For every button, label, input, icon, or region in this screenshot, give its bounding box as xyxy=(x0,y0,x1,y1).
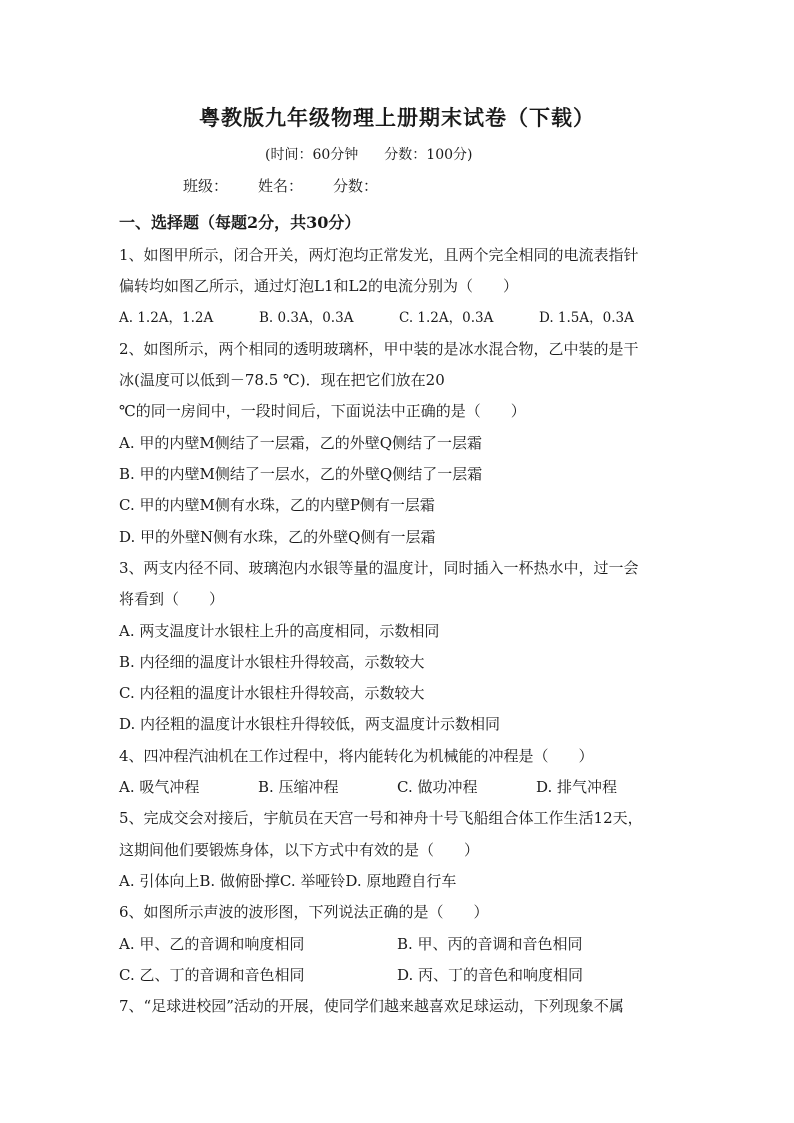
option-row: A. 引体向上B. 做俯卧撑C. 举哑铃D. 原地蹬自行车 xyxy=(119,871,457,890)
option-c: C. 乙、丁的音调和音色相同 xyxy=(119,965,305,984)
question-1 xyxy=(119,240,679,334)
question-line: 2、如图所示，两个相同的透明玻璃杯，甲中装的是冰水混合物，乙中装的是干 xyxy=(119,339,639,358)
question-line: 6、如图所示声波的波形图，下列说法正确的是（ ） xyxy=(119,903,489,922)
option-b: B. 甲、丙的音调和音色相同 xyxy=(397,934,583,953)
total-score: 分数：100分) xyxy=(384,147,473,163)
option-d: D. 丙、丁的音色和响度相同 xyxy=(397,965,584,984)
time-limit: (时间：60分钟 xyxy=(265,147,359,163)
option-b: B. 压缩冲程 xyxy=(258,778,339,797)
question-4 xyxy=(119,741,679,804)
option-row xyxy=(119,303,679,334)
section-heading: 一、选择题（每题2分，共30分） xyxy=(119,213,361,232)
question-7 xyxy=(119,991,679,1022)
option-d: D. 排气冲程 xyxy=(536,778,618,797)
option-b: B. 内径细的温度计水银柱升得较高，示数较大 xyxy=(119,652,425,671)
option-row xyxy=(119,960,679,991)
question-line: 偏转均如图乙所示，通过灯泡L1和L2的电流分别为（ ） xyxy=(119,277,519,296)
option-c: C. 甲的内壁M侧有水珠，乙的内壁P侧有一层霜 xyxy=(119,496,435,515)
option-b: B. 0.3A，0.3A xyxy=(259,309,354,326)
option-row xyxy=(119,929,679,960)
option-a: A. 1.2A，1.2A xyxy=(119,309,214,326)
name-field: 姓名： xyxy=(258,177,304,195)
exam-content xyxy=(119,208,679,1022)
option-a: A. 甲的内壁M侧结了一层霜，乙的外壁Q侧结了一层霜 xyxy=(119,433,483,452)
option-c: C. 做功冲程 xyxy=(397,778,478,797)
question-5 xyxy=(119,803,679,897)
question-line: 冰(温度可以低到－78.5 ℃)．现在把它们放在20 xyxy=(119,371,445,390)
exam-info xyxy=(265,144,498,164)
option-a: A. 两支温度计水银柱上升的高度相同，示数相同 xyxy=(119,621,440,640)
question-line: 7、“足球进校园”活动的开展，使同学们越来越喜欢足球运动，下列现象不属 xyxy=(119,997,624,1016)
option-b: B. 甲的内壁M侧结了一层水，乙的外壁Q侧结了一层霜 xyxy=(119,465,483,484)
option-c: C. 1.2A，0.3A xyxy=(399,309,494,326)
page-title: 粤教版九年级物理上册期末试卷（下载） xyxy=(199,105,595,130)
question-line: 1、如图甲所示，闭合开关，两灯泡均正常发光，且两个完全相同的电流表指针 xyxy=(119,246,639,264)
question-3 xyxy=(119,553,679,741)
option-d: D. 甲的外壁N侧有水珠，乙的外壁Q侧有一层霜 xyxy=(119,527,436,546)
option-a: A. 甲、乙的音调和响度相同 xyxy=(119,934,305,953)
question-line: 这期间他们要锻炼身体，以下方式中有效的是（ ） xyxy=(119,840,480,859)
question-line: 3、两支内径不同、玻璃泡内水银等量的温度计，同时插入一杯热水中，过一会 xyxy=(119,558,639,577)
option-d: D. 内径粗的温度计水银柱升得较低，两支温度计示数相同 xyxy=(119,715,501,734)
class-field: 班级： xyxy=(183,177,229,195)
option-row xyxy=(119,772,679,803)
option-d: D. 1.5A，0.3A xyxy=(539,309,634,326)
question-2 xyxy=(119,334,679,553)
question-line: 5、完成交会对接后，宇航员在天宫一号和神舟十号飞船组合体工作生活12天， xyxy=(119,809,643,828)
question-6 xyxy=(119,897,679,991)
question-line: 将看到（ ） xyxy=(119,590,225,609)
question-line: 4、四冲程汽油机在工作过程中，将内能转化为机械能的冲程是（ ） xyxy=(119,746,594,765)
option-a: A. 吸气冲程 xyxy=(119,778,200,797)
option-c: C. 内径粗的温度计水银柱升得较高，示数较大 xyxy=(119,684,425,703)
score-field: 分数： xyxy=(333,177,379,195)
student-fields xyxy=(183,175,408,196)
question-line: ℃的同一房间中，一段时间后，下面说法中正确的是（ ） xyxy=(119,402,526,421)
